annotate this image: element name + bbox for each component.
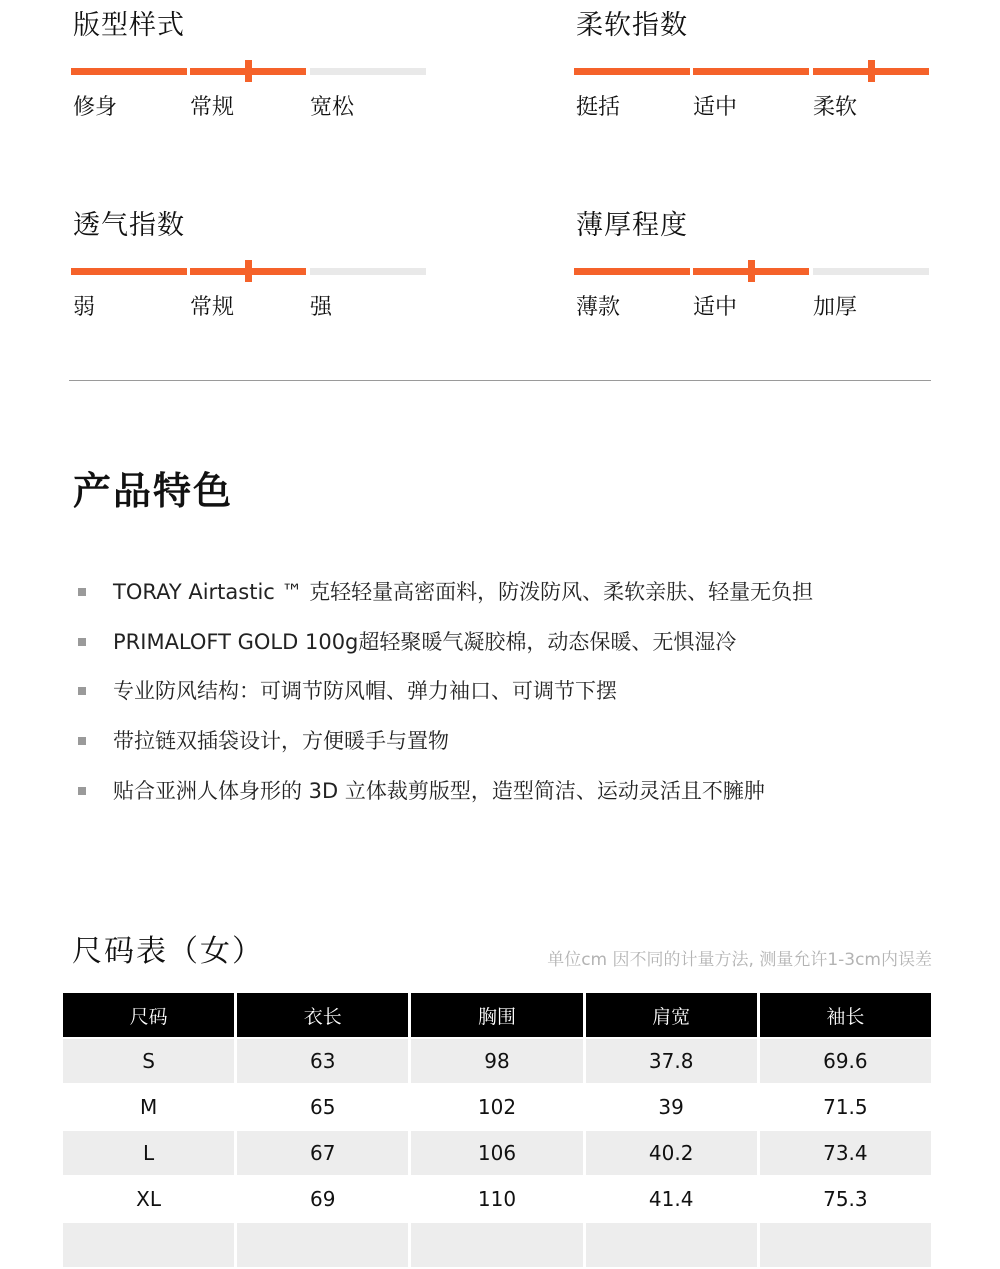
scale-softness — [574, 0, 932, 120]
scale-label-mid: 适中 — [693, 95, 738, 120]
section-divider — [69, 380, 931, 381]
square-bullet-icon — [78, 687, 86, 695]
scale-label-low: 挺括 — [576, 95, 621, 120]
table-row-partial — [63, 1223, 931, 1267]
scale-label-low: 弱 — [73, 295, 96, 320]
feature-item — [0, 776, 1000, 806]
scale-segment-1 — [71, 68, 187, 75]
square-bullet-icon — [78, 787, 86, 795]
feature-item — [0, 676, 1000, 706]
square-bullet-icon — [78, 588, 86, 596]
scale-title: 柔软指数 — [576, 10, 688, 41]
scale-track — [574, 260, 932, 282]
scale-segment-1 — [71, 268, 187, 275]
table-cell: 73.4 — [760, 1131, 931, 1175]
size-chart-table — [60, 991, 934, 1269]
table-cell: 40.2 — [586, 1131, 757, 1175]
table-cell: 106 — [411, 1131, 582, 1175]
scale-segment-2 — [693, 68, 809, 75]
scale-title: 透气指数 — [73, 210, 185, 241]
scale-track — [574, 60, 932, 82]
table-cell: S — [63, 1039, 234, 1083]
size-chart-title: 尺码表（女） — [72, 934, 264, 969]
scale-marker — [245, 260, 252, 282]
scale-track — [71, 260, 429, 282]
table-cell: 102 — [411, 1085, 582, 1129]
scale-breathability — [71, 200, 429, 320]
scale-segment-1 — [574, 268, 690, 275]
feature-text: 贴合亚洲人体身形的 3D 立体裁剪版型，造型简洁、运动灵活且不臃肿 — [113, 779, 765, 803]
table-cell: 69.6 — [760, 1039, 931, 1083]
table-cell: 65 — [237, 1085, 408, 1129]
features-title: 产品特色 — [73, 469, 234, 513]
column-header: 尺码 — [63, 993, 234, 1037]
scale-track — [71, 60, 429, 82]
table-cell: 67 — [237, 1131, 408, 1175]
scale-marker — [868, 60, 875, 82]
scale-title: 薄厚程度 — [576, 210, 688, 241]
scale-label-high: 宽松 — [310, 95, 355, 120]
table-header-row — [63, 993, 931, 1037]
table-row — [63, 1039, 931, 1083]
square-bullet-icon — [78, 638, 86, 646]
table-cell: XL — [63, 1177, 234, 1221]
feature-item — [0, 627, 1000, 657]
feature-text: PRIMALOFT GOLD 100g超轻聚暖气凝胶棉，动态保暖、无惧湿冷 — [113, 630, 737, 654]
feature-item — [0, 577, 1000, 607]
scale-segment-3 — [310, 68, 426, 75]
column-header: 肩宽 — [586, 993, 757, 1037]
scale-label-high: 强 — [310, 295, 333, 320]
column-header: 胸围 — [411, 993, 582, 1037]
scale-label-low: 薄款 — [576, 295, 621, 320]
table-cell: 71.5 — [760, 1085, 931, 1129]
feature-text: 专业防风结构：可调节防风帽、弹力袖口、可调节下摆 — [113, 679, 617, 703]
scale-label-high: 加厚 — [813, 295, 858, 320]
table-cell: 41.4 — [586, 1177, 757, 1221]
scale-label-high: 柔软 — [813, 95, 858, 120]
scale-segment-1 — [574, 68, 690, 75]
scale-marker — [245, 60, 252, 82]
scale-label-mid: 常规 — [190, 295, 235, 320]
table-row — [63, 1177, 931, 1221]
square-bullet-icon — [78, 737, 86, 745]
scale-segment-3 — [813, 268, 929, 275]
scale-label-low: 修身 — [73, 95, 118, 120]
table-cell: 75.3 — [760, 1177, 931, 1221]
feature-text: 带拉链双插袋设计，方便暖手与置物 — [113, 729, 449, 753]
table-row — [63, 1085, 931, 1129]
scale-label-mid: 常规 — [190, 95, 235, 120]
scale-label-mid: 适中 — [693, 295, 738, 320]
table-cell: 63 — [237, 1039, 408, 1083]
feature-text: TORAY Airtastic ™ 克轻轻量高密面料，防泼防风、柔软亲肤、轻量无负担 — [113, 580, 814, 604]
scale-thickness — [574, 200, 932, 320]
table-cell: 37.8 — [586, 1039, 757, 1083]
table-cell: M — [63, 1085, 234, 1129]
table-cell: 39 — [586, 1085, 757, 1129]
column-header: 衣长 — [237, 993, 408, 1037]
scale-segment-3 — [310, 268, 426, 275]
scale-marker — [748, 260, 755, 282]
table-cell: 98 — [411, 1039, 582, 1083]
column-header: 袖长 — [760, 993, 931, 1037]
table-cell: 69 — [237, 1177, 408, 1221]
table-cell: 110 — [411, 1177, 582, 1221]
table-cell: L — [63, 1131, 234, 1175]
table-row — [63, 1131, 931, 1175]
scale-title: 版型样式 — [73, 10, 185, 41]
size-chart-note: 单位cm 因不同的计量方法, 测量允许1-3cm内误差 — [547, 950, 932, 970]
scale-fit-style — [71, 0, 429, 120]
feature-item — [0, 726, 1000, 756]
